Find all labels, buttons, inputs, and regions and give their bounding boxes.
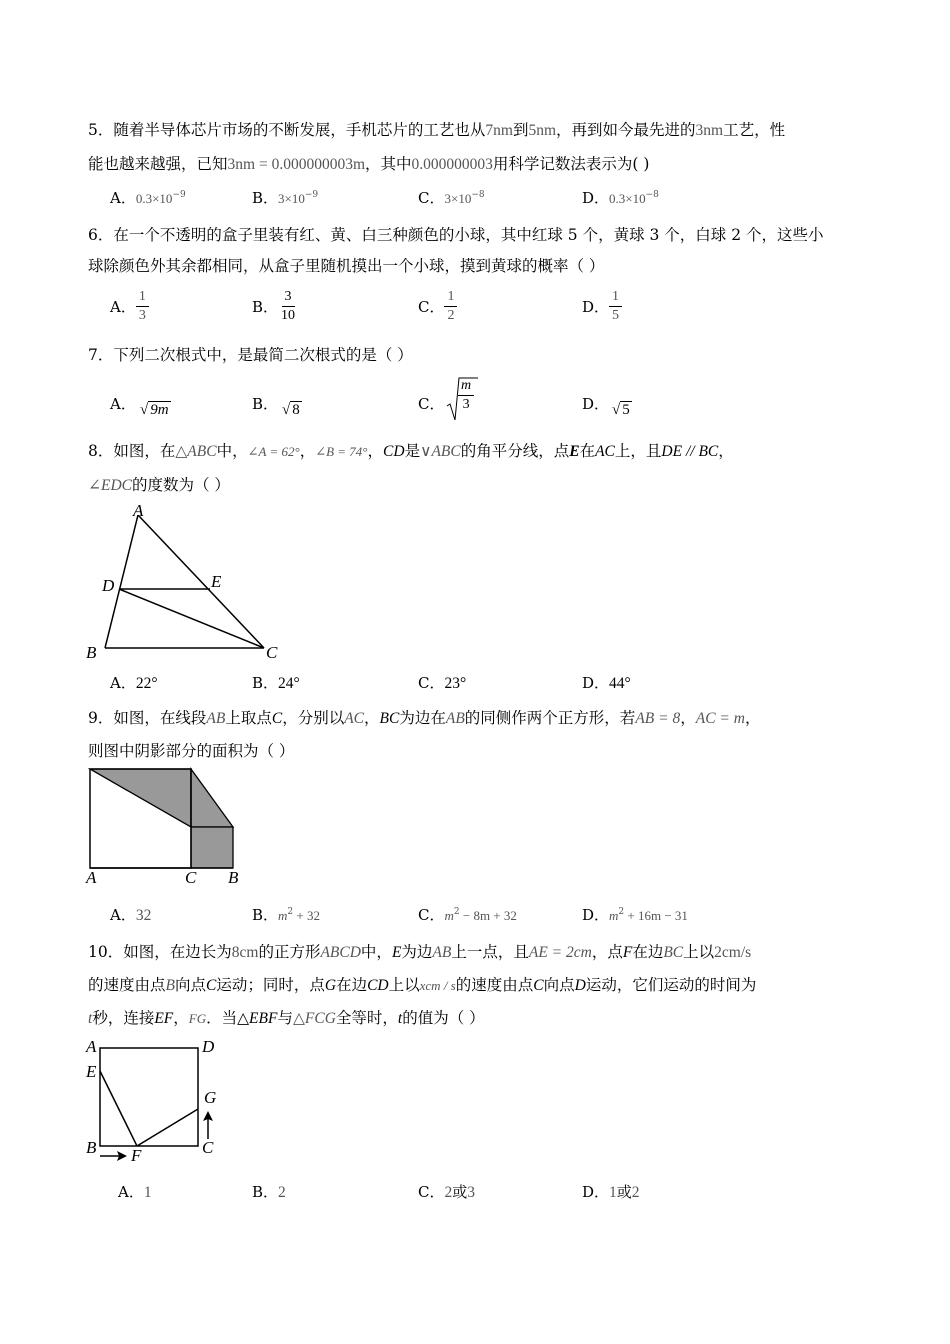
q10-label-d: D [202,1037,215,1056]
q7-d-radical: √ 5 [612,402,630,418]
q5-text-c: 工艺，性 [723,121,786,139]
q6-line1: 6．在一个不透明的盒子里装有红、黄、白三种颜色的小球，其中红球 5 个，黄球 3 个，白球 2 个，这些小 [88,226,824,244]
q10-option-a[interactable]: A．1 [118,1183,152,1201]
q6-option-c[interactable]: C． $\frac{1}{2}$ [418,288,457,325]
q5-line2 [88,152,649,174]
q9-label-b: B [228,868,239,887]
q5-line1 [88,118,785,140]
q8-line1: 8．如图，在△ABC中，∠A = 62°，∠B = 74°，CD是∨ABC的角平分线，点E在AC上，且DE // BC， [88,442,734,460]
q5-value: 0.000000003 [411,156,493,173]
q10-label-b: B [86,1138,97,1157]
q9-line2: 则图中阴影部分的面积为（ ） [88,742,295,760]
q5-text-f: 用科学记数法表示为( ) [492,155,650,173]
q9-squares-figure [88,767,240,871]
q8-label-c: C [266,643,278,662]
q9-option-b[interactable]: B．$m^2 + 32$ [252,906,320,924]
q5-option-a[interactable]: A．$0.3\times 10^{-9}$ [110,189,186,207]
q7-option-c[interactable]: C． [418,395,445,413]
q5-equation: 3nm = 0.000000003m [227,156,365,173]
q5-7nm: 7nm [485,122,513,139]
q5-to: 到 [512,121,529,139]
q10-label-f: F [131,1146,142,1165]
q6-line2: 球除颜色外其余都相同，从盒子里随机摸出一个小球，摸到黄球的概率（ ） [88,257,605,275]
q5-text-e: ，其中 [365,155,412,173]
q10-line3: t秒，连接EF，FG．当△EBF与△FCG全等时，t的值为（ ） [88,1009,485,1027]
q7-a-radical: √ 9m [140,402,169,418]
q9-label-c: C [185,868,197,887]
q8-option-a[interactable]: A．22° [110,674,158,692]
q5-option-c[interactable]: C．$3\times 10^{-8}$ [418,189,485,207]
q10-line2: 的速度由点B向点C运动；同时，点G在边CD上以xcm / s的速度由点C向点D运动，它们运动的时间为 [88,976,757,994]
q8-triangle-figure [100,515,280,655]
q5-text-d: 能也越来越强，已知 [88,155,228,173]
q9-line1: 9．如图，在线段AB上取点C，分别以AC，BC为边在AB的同侧作两个正方形，若AB = 8，AC = m， [88,709,761,727]
q8-label-d: D [102,576,115,595]
q9-label-a: A [86,868,97,887]
q5-option-b[interactable]: B．$3\times 10^{-9}$ [252,189,319,207]
q9-option-a[interactable]: A．32 [110,906,152,924]
q7-line1: 7．下列二次根式中，是最简二次根式的是（ ） [88,346,413,364]
q7-option-b[interactable]: B． [252,395,279,413]
q7-option-a[interactable]: A． [110,395,136,413]
q6-option-b[interactable]: B． $\frac{3}{10}$ [252,289,296,323]
q5-5nm: 5nm [528,122,557,139]
q5-3nm: 3nm [695,122,724,139]
q7-b-radical: √ 8 [282,402,300,418]
q10-label-g: G [204,1088,217,1107]
q10-line1: 10．如图，在边长为8cm的正方形ABCD中，E为边AB上一点，且AE = 2cm，点F在边BC上以2cm/s [88,943,752,961]
q10-option-b[interactable]: B．2 [252,1183,286,1201]
q6-option-d[interactable]: D． $\frac{1}{5}$ [582,288,622,325]
q8-option-b[interactable]: B．24° [252,674,300,692]
q8-line2: ∠EDC的度数为（ ） [88,476,230,494]
q7-c-fraction: $\frac{m}{3}$ [458,377,474,414]
q8-option-d[interactable]: D．44° [582,674,631,692]
q7-option-d[interactable]: D． [582,395,610,413]
q10-label-e: E [86,1062,97,1081]
q8-label-b: B [86,643,97,662]
q10-option-d[interactable]: D．1或2 [582,1183,640,1201]
q10-option-c[interactable]: C．2或3 [418,1183,475,1201]
q9-option-c[interactable]: C．$m^2 - 8m + 32$ [418,906,517,924]
q8-label-a: A [133,501,144,520]
q8-label-e: E [211,572,222,591]
q6-option-a[interactable]: A． $\frac{1}{3}$ [110,288,149,325]
q10-label-a: A [86,1037,97,1056]
q5-text-b: ，再到如今最先进的 [556,121,696,139]
q5-number: 5． [88,121,114,139]
q10-label-c: C [202,1138,214,1157]
q5-option-d[interactable]: D．$0.3\times 10^{-8}$ [582,189,659,207]
q9-option-d[interactable]: D．$m^2 + 16m - 31$ [582,906,688,924]
q5-text: 随着半导体芯片市场的不断发展，手机芯片的工艺也从 [113,121,486,139]
q8-option-c[interactable]: C．23° [418,674,467,692]
